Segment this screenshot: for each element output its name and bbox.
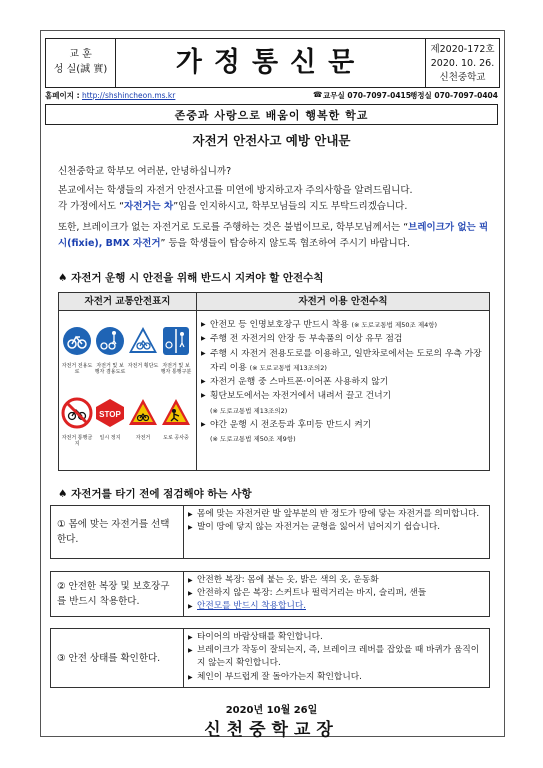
rule-item: ▶ 자전거 운행 중 스마트폰·이어폰 사용하지 않기 bbox=[201, 375, 487, 389]
sign-bicycle-pedestrian: 자전거 및 보행자 겸용도로 bbox=[94, 325, 126, 375]
intro-line-2: 각 가정에서도 “자전거는 차”임을 인지하시고, 학부모님들의 지도 부탁드리겠습니다. bbox=[58, 200, 408, 212]
sign-road-work: 도로 공사중 bbox=[160, 397, 192, 441]
highlight-fixie-bmx: 브레이크가 없는 픽시(fixie), BMX 자전거 bbox=[58, 222, 489, 249]
rule-item: ▶ 야간 운행 시 전조등과 후미등 반드시 켜기 bbox=[201, 418, 487, 432]
safety-rules-list bbox=[201, 318, 487, 447]
school-motto bbox=[46, 39, 116, 87]
principal-signature: 신천중학교장 bbox=[204, 720, 339, 740]
issue-date-footer: 2020년 10월 26일 bbox=[225, 705, 318, 716]
newsletter-header bbox=[45, 38, 500, 88]
bicycle-warning-icon bbox=[127, 397, 159, 429]
admin-phone: 행정실 070-7097-0404 bbox=[410, 91, 498, 100]
sign-bicycle-pedestrian-split: 자전거 및 보행자 통행구분 bbox=[160, 325, 192, 375]
check-item-2-answer: ▶ 안전한 복장: 몸에 붙는 옷, 밝은 색의 옷, 운동화 ▶ 안전하지 않은 복장: 스커트나 펄럭거리는 바지, 슬리퍼, 샌들 ▶ 안전모를 반드시 착용합니다. bbox=[184, 571, 490, 617]
motto-text: 성 실(誠 實) bbox=[53, 64, 108, 75]
intro-paragraph-2: 또한, 브레이크가 없는 자전거로 도로를 주행하는 것은 불법이므로, 학부모님께서는 “브레이크가 없는 픽시(fixie), BMX 자전거” 등을 학생들이 탑승하지 않도록 협조하여 주시기 바랍니다. bbox=[58, 222, 489, 249]
check-item-2-question: ② 안전한 복장 및 보호장구를 반드시 착용한다. bbox=[50, 571, 184, 617]
sign-no-bicycle: 자전거 통행금지 bbox=[61, 397, 93, 447]
sign-bicycle-crossing: 자전거 횡단도 bbox=[127, 325, 159, 369]
helmet-required-link: 안전모를 반드시 착용합니다. bbox=[197, 601, 306, 612]
bicycle-lane-icon bbox=[61, 325, 93, 357]
svg-text:STOP: STOP bbox=[99, 410, 121, 419]
page-title: 가정통신문 bbox=[175, 47, 367, 78]
rule-item: ▶ 주행 시 자전거 전용도로를 이용하고, 일반차로에서는 도로의 우측 가장자리 이용 (※ 도로교통법 제13조의2) bbox=[201, 347, 487, 376]
issue-number: 제2020-172호 bbox=[430, 44, 495, 55]
school-name: 신천중학교 bbox=[439, 72, 486, 83]
intro-line-1: 본교에서는 학생들의 자전거 안전사고를 미연에 방지하고자 주의사항을 알려드립니다. bbox=[58, 185, 413, 196]
col-header-signs: 자전거 교통안전표지 bbox=[59, 293, 197, 311]
rule-item: ▶ 주행 전 자전거의 안장 등 부속품의 이상 유무 점검 bbox=[201, 332, 487, 346]
check-item-1-answer: ▶ 몸에 맞는 자전거란 발 앞부분의 반 정도가 땅에 닿는 자전거를 의미합니다. ▶ 발이 땅에 닿지 않는 자전거는 균형을 잃어서 넘어지기 쉽습니다. bbox=[184, 505, 490, 559]
homepage-link[interactable]: http://shshincheon.ms.kr bbox=[81, 91, 176, 100]
sign-bicycle-lane: 자전거 전용도로 bbox=[61, 325, 93, 375]
sign-stop: STOP 일시 정지 bbox=[94, 397, 126, 441]
check-item-3-question: ③ 안전 상태를 확인한다. bbox=[50, 628, 184, 688]
rule-reference: (※ 도로교통법 제50조 제9항) bbox=[210, 435, 296, 444]
bicycle-pedestrian-split-icon bbox=[160, 325, 192, 357]
col-header-rules: 자전거 이용 안전수칙 bbox=[197, 293, 489, 311]
issue-info bbox=[425, 39, 499, 87]
section-2-title: ♠ 자전거를 타기 전에 점검해야 하는 사항 bbox=[58, 488, 252, 500]
bicycle-crossing-icon bbox=[127, 325, 159, 357]
traffic-signs-panel bbox=[59, 311, 197, 470]
check-item-1-question: ① 몸에 맞는 자전거를 선택한다. bbox=[50, 505, 184, 559]
no-bicycle-icon bbox=[61, 397, 93, 429]
homepage-label: 홈페이지 : bbox=[45, 91, 80, 100]
contact-line bbox=[45, 90, 498, 104]
section-1-title: ♠ 자전거 운행 시 안전을 위해 반드시 지켜야 할 안전수칙 bbox=[58, 272, 324, 284]
rule-item: ▶ 안전모 등 인명보호장구 반드시 착용 (※ 도로교통법 제50조 제4항) bbox=[201, 318, 487, 332]
check-item-3-answer: ▶ 타이어의 바람상태를 확인합니다. ▶ 브레이크가 작동이 잘되는지, 즉, 브레이크 레버를 잡았을 때 바퀴가 움직이지 않는지 확인합니다. ▶ 체인이 부드럽게 잘 돌아가는지 확인합니다. bbox=[184, 628, 490, 688]
sign-bicycle-warning: 자전거 bbox=[127, 397, 159, 441]
intro-paragraph-1 bbox=[58, 183, 490, 214]
issue-date: 2020. 10. 26. bbox=[430, 58, 495, 69]
rule-item: ▶ 횡단보도에서는 자전거에서 내려서 끌고 건너기 bbox=[201, 389, 487, 403]
school-slogan: 존중과 사랑으로 배움이 행복한 학교 bbox=[45, 104, 498, 125]
bicycle-pedestrian-icon bbox=[94, 325, 126, 357]
motto-label: 교 훈 bbox=[69, 49, 92, 60]
highlight-bicycle-is-vehicle: 자전거는 차 bbox=[124, 200, 174, 212]
rule-reference: (※ 도로교통법 제13조의2) bbox=[210, 406, 288, 415]
document-subject: 자전거 안전사고 예방 안내문 bbox=[192, 133, 351, 148]
stop-icon bbox=[94, 397, 126, 429]
office-phone: 교무실 070-7097-0415 bbox=[323, 91, 411, 100]
road-work-icon bbox=[160, 397, 192, 429]
phone-icon: ☎ bbox=[313, 90, 323, 99]
greeting: 신천중학교 학부모 여러분, 안녕하십니까? bbox=[58, 166, 232, 177]
